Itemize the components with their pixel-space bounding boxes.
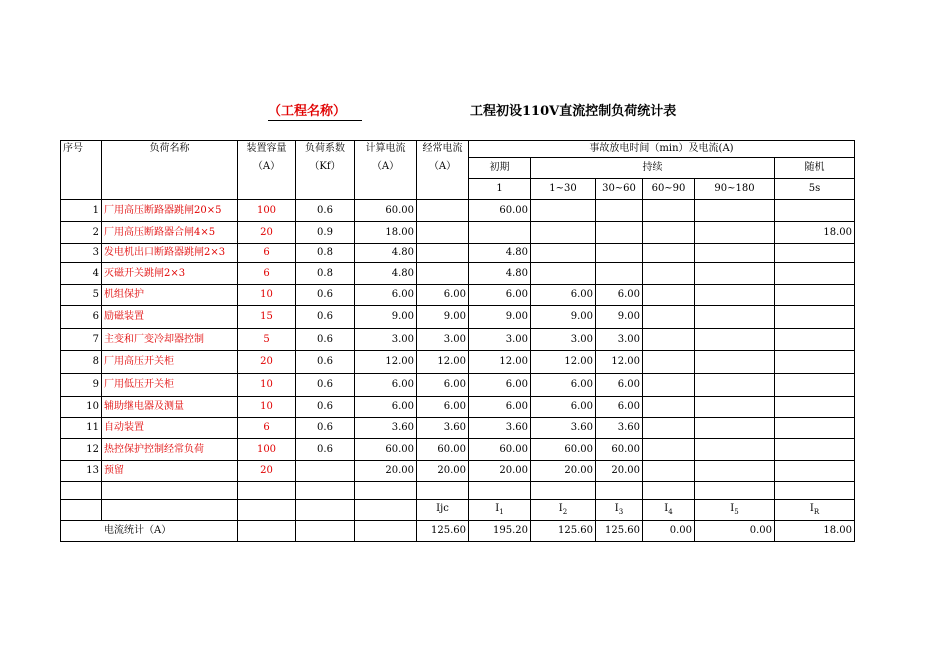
current-1-30-cell: 20.00 xyxy=(531,461,596,482)
symbol-ir: $I_R$ xyxy=(775,500,855,521)
total-i5: 0.00 xyxy=(695,521,775,542)
current-60-90-cell xyxy=(643,439,695,461)
current-90-180-cell xyxy=(695,263,775,285)
table-row xyxy=(61,329,855,351)
load-name-cell: 厂用高压断路器跳闸20×5 xyxy=(102,200,238,222)
load-name-cell: 发电机出口断路器跳闸2×3 xyxy=(102,244,238,263)
initial-current-cell: 9.00 xyxy=(469,306,531,329)
seq-cell: 8 xyxy=(61,351,102,374)
random-current-cell xyxy=(775,461,855,482)
current-30-60-cell: 3.60 xyxy=(596,418,643,439)
normal-current-cell: 6.00 xyxy=(417,374,469,397)
random-current-cell xyxy=(775,439,855,461)
normal-current-cell: 60.00 xyxy=(417,439,469,461)
capacity-cell: 10 xyxy=(238,397,296,418)
current-1-30-cell xyxy=(531,263,596,285)
table-row xyxy=(61,306,855,329)
current-1-30-cell: 6.00 xyxy=(531,374,596,397)
seq-cell: 12 xyxy=(61,439,102,461)
seq-cell: 1 xyxy=(61,200,102,222)
load-name-cell: 机组保护 xyxy=(102,285,238,306)
current-30-60-cell: 6.00 xyxy=(596,374,643,397)
load-factor-cell: 0.9 xyxy=(296,222,355,244)
current-90-180-cell xyxy=(695,244,775,263)
current-30-60-cell xyxy=(596,200,643,222)
initial-current-cell: 3.00 xyxy=(469,329,531,351)
random-current-cell xyxy=(775,351,855,374)
calc-current-cell: 3.00 xyxy=(355,329,417,351)
calc-current-cell: 3.60 xyxy=(355,418,417,439)
current-60-90-cell xyxy=(643,418,695,439)
table-row xyxy=(61,244,855,263)
calc-current-cell: 6.00 xyxy=(355,285,417,306)
total-i3: 125.60 xyxy=(596,521,643,542)
calc-current-cell: 12.00 xyxy=(355,351,417,374)
initial-current-cell: 12.00 xyxy=(469,351,531,374)
current-60-90-cell xyxy=(643,222,695,244)
header-seq: 序号 xyxy=(61,141,102,200)
current-30-60-cell: 6.00 xyxy=(596,397,643,418)
random-current-cell xyxy=(775,200,855,222)
sheet-title: 工程初设110V直流控制负荷统计表 xyxy=(470,104,677,119)
table-row xyxy=(61,200,855,222)
current-30-60-cell: 12.00 xyxy=(596,351,643,374)
load-factor-cell xyxy=(296,461,355,482)
current-1-30-cell: 6.00 xyxy=(531,285,596,306)
current-60-90-cell xyxy=(643,329,695,351)
normal-current-cell: 6.00 xyxy=(417,397,469,418)
current-90-180-cell xyxy=(695,461,775,482)
initial-current-cell: 60.00 xyxy=(469,439,531,461)
header-load-factor: 负荷系数 （Kf） xyxy=(296,141,355,200)
current-symbol-row xyxy=(61,500,855,521)
load-factor-cell: 0.6 xyxy=(296,200,355,222)
project-name-title: （工程名称） xyxy=(268,104,362,121)
total-ijc: 125.60 xyxy=(417,521,469,542)
load-factor-cell: 0.6 xyxy=(296,397,355,418)
totals-label: 电流统计（A） xyxy=(61,521,238,542)
header-time-1-30: 1~30 xyxy=(531,179,596,200)
seq-cell: 3 xyxy=(61,244,102,263)
capacity-cell: 15 xyxy=(238,306,296,329)
header-accident-discharge: 事故放电时间（min）及电流(A) xyxy=(469,141,855,158)
normal-current-cell: 20.00 xyxy=(417,461,469,482)
current-1-30-cell: 9.00 xyxy=(531,306,596,329)
random-current-cell xyxy=(775,263,855,285)
capacity-cell: 20 xyxy=(238,351,296,374)
calc-current-cell: 4.80 xyxy=(355,244,417,263)
totals-row xyxy=(61,521,855,542)
normal-current-cell: 6.00 xyxy=(417,285,469,306)
initial-current-cell: 6.00 xyxy=(469,374,531,397)
table-row xyxy=(61,222,855,244)
calc-current-cell: 60.00 xyxy=(355,439,417,461)
current-1-30-cell: 6.00 xyxy=(531,397,596,418)
capacity-cell: 5 xyxy=(238,329,296,351)
capacity-cell: 6 xyxy=(238,244,296,263)
load-name-cell: 辅助继电器及测量 xyxy=(102,397,238,418)
current-90-180-cell xyxy=(695,306,775,329)
current-90-180-cell xyxy=(695,329,775,351)
load-factor-cell: 0.6 xyxy=(296,374,355,397)
current-1-30-cell xyxy=(531,222,596,244)
seq-cell: 4 xyxy=(61,263,102,285)
current-1-30-cell: 12.00 xyxy=(531,351,596,374)
normal-current-cell: 9.00 xyxy=(417,306,469,329)
load-factor-cell: 0.6 xyxy=(296,418,355,439)
header-time-1: 1 xyxy=(469,179,531,200)
table-row xyxy=(61,418,855,439)
normal-current-cell xyxy=(417,222,469,244)
initial-current-cell: 20.00 xyxy=(469,461,531,482)
load-statistics-table xyxy=(60,140,855,542)
normal-current-cell: 3.60 xyxy=(417,418,469,439)
current-30-60-cell xyxy=(596,222,643,244)
current-90-180-cell xyxy=(695,222,775,244)
symbol-i2: $I_2$ xyxy=(531,500,596,521)
calc-current-cell: 6.00 xyxy=(355,374,417,397)
header-time-90-180: 90~180 xyxy=(695,179,775,200)
seq-cell: 11 xyxy=(61,418,102,439)
current-60-90-cell xyxy=(643,306,695,329)
initial-current-cell: 4.80 xyxy=(469,244,531,263)
current-60-90-cell xyxy=(643,200,695,222)
load-factor-cell: 0.6 xyxy=(296,439,355,461)
calc-current-cell: 18.00 xyxy=(355,222,417,244)
initial-current-cell xyxy=(469,222,531,244)
header-initial: 初期 xyxy=(469,158,531,179)
table-row xyxy=(61,397,855,418)
current-30-60-cell: 6.00 xyxy=(596,285,643,306)
symbol-ijc: Ijc xyxy=(417,500,469,521)
header-time-60-90: 60~90 xyxy=(643,179,695,200)
total-i4: 0.00 xyxy=(643,521,695,542)
current-90-180-cell xyxy=(695,285,775,306)
initial-current-cell: 6.00 xyxy=(469,397,531,418)
current-60-90-cell xyxy=(643,285,695,306)
header-continuous: 持续 xyxy=(531,158,775,179)
current-60-90-cell xyxy=(643,374,695,397)
current-90-180-cell xyxy=(695,374,775,397)
header-row-1 xyxy=(61,141,855,158)
load-name-cell: 励磁装置 xyxy=(102,306,238,329)
random-current-cell xyxy=(775,374,855,397)
load-name-cell: 自动装置 xyxy=(102,418,238,439)
calc-current-cell: 4.80 xyxy=(355,263,417,285)
initial-current-cell: 4.80 xyxy=(469,263,531,285)
current-30-60-cell xyxy=(596,263,643,285)
current-1-30-cell xyxy=(531,244,596,263)
normal-current-cell xyxy=(417,263,469,285)
load-factor-cell: 0.6 xyxy=(296,306,355,329)
table-row xyxy=(61,439,855,461)
current-60-90-cell xyxy=(643,397,695,418)
header-time-30-60: 30~60 xyxy=(596,179,643,200)
capacity-cell: 6 xyxy=(238,418,296,439)
load-name-cell: 厂用高压断路器合闸4×5 xyxy=(102,222,238,244)
calc-current-cell: 20.00 xyxy=(355,461,417,482)
table-row xyxy=(61,351,855,374)
capacity-cell: 10 xyxy=(238,374,296,397)
table-row xyxy=(61,374,855,397)
header-capacity: 装置容量 （A） xyxy=(238,141,296,200)
capacity-cell: 100 xyxy=(238,439,296,461)
calc-current-cell: 60.00 xyxy=(355,200,417,222)
random-current-cell: 18.00 xyxy=(775,222,855,244)
empty-row xyxy=(61,482,855,500)
capacity-cell: 6 xyxy=(238,263,296,285)
random-current-cell xyxy=(775,397,855,418)
symbol-i5: $I_5$ xyxy=(695,500,775,521)
normal-current-cell: 3.00 xyxy=(417,329,469,351)
header-calc-current: 计算电流 （A） xyxy=(355,141,417,200)
seq-cell: 5 xyxy=(61,285,102,306)
symbol-i4: $I_4$ xyxy=(643,500,695,521)
normal-current-cell xyxy=(417,200,469,222)
current-1-30-cell: 3.60 xyxy=(531,418,596,439)
header-normal-current: 经常电流 （A） xyxy=(417,141,469,200)
random-current-cell xyxy=(775,329,855,351)
random-current-cell xyxy=(775,306,855,329)
total-i2: 125.60 xyxy=(531,521,596,542)
normal-current-cell: 12.00 xyxy=(417,351,469,374)
seq-cell: 7 xyxy=(61,329,102,351)
random-current-cell xyxy=(775,418,855,439)
current-30-60-cell xyxy=(596,244,643,263)
load-factor-cell: 0.8 xyxy=(296,244,355,263)
load-factor-cell: 0.8 xyxy=(296,263,355,285)
current-1-30-cell xyxy=(531,200,596,222)
seq-cell: 9 xyxy=(61,374,102,397)
current-30-60-cell: 3.00 xyxy=(596,329,643,351)
current-1-30-cell: 60.00 xyxy=(531,439,596,461)
seq-cell: 13 xyxy=(61,461,102,482)
initial-current-cell: 6.00 xyxy=(469,285,531,306)
current-30-60-cell: 20.00 xyxy=(596,461,643,482)
table-row xyxy=(61,461,855,482)
load-name-cell: 厂用低压开关柜 xyxy=(102,374,238,397)
seq-cell: 10 xyxy=(61,397,102,418)
load-factor-cell: 0.6 xyxy=(296,285,355,306)
current-90-180-cell xyxy=(695,418,775,439)
calc-current-cell: 9.00 xyxy=(355,306,417,329)
symbol-i3: $I_3$ xyxy=(596,500,643,521)
table-row xyxy=(61,263,855,285)
table-row xyxy=(61,285,855,306)
capacity-cell: 20 xyxy=(238,461,296,482)
load-name-cell: 厂用高压开关柜 xyxy=(102,351,238,374)
current-1-30-cell: 3.00 xyxy=(531,329,596,351)
load-name-cell: 灭磁开关跳闸2×3 xyxy=(102,263,238,285)
current-90-180-cell xyxy=(695,439,775,461)
current-60-90-cell xyxy=(643,351,695,374)
seq-cell: 2 xyxy=(61,222,102,244)
current-90-180-cell xyxy=(695,351,775,374)
symbol-i1: $I_1$ xyxy=(469,500,531,521)
header-time-5s: 5s xyxy=(775,179,855,200)
capacity-cell: 100 xyxy=(238,200,296,222)
load-factor-cell: 0.6 xyxy=(296,351,355,374)
header-load-name: 负荷名称 xyxy=(102,141,238,200)
total-ir: 18.00 xyxy=(775,521,855,542)
current-60-90-cell xyxy=(643,263,695,285)
seq-cell: 6 xyxy=(61,306,102,329)
random-current-cell xyxy=(775,285,855,306)
header-random: 随机 xyxy=(775,158,855,179)
load-name-cell: 预留 xyxy=(102,461,238,482)
initial-current-cell: 3.60 xyxy=(469,418,531,439)
load-name-cell: 主变和厂变冷却器控制 xyxy=(102,329,238,351)
current-60-90-cell xyxy=(643,461,695,482)
current-60-90-cell xyxy=(643,244,695,263)
random-current-cell xyxy=(775,244,855,263)
current-90-180-cell xyxy=(695,397,775,418)
calc-current-cell: 6.00 xyxy=(355,397,417,418)
load-name-cell: 热控保护控制经常负荷 xyxy=(102,439,238,461)
capacity-cell: 20 xyxy=(238,222,296,244)
current-30-60-cell: 9.00 xyxy=(596,306,643,329)
capacity-cell: 10 xyxy=(238,285,296,306)
total-i1: 195.20 xyxy=(469,521,531,542)
initial-current-cell: 60.00 xyxy=(469,200,531,222)
current-90-180-cell xyxy=(695,200,775,222)
normal-current-cell xyxy=(417,244,469,263)
load-factor-cell: 0.6 xyxy=(296,329,355,351)
current-30-60-cell: 60.00 xyxy=(596,439,643,461)
